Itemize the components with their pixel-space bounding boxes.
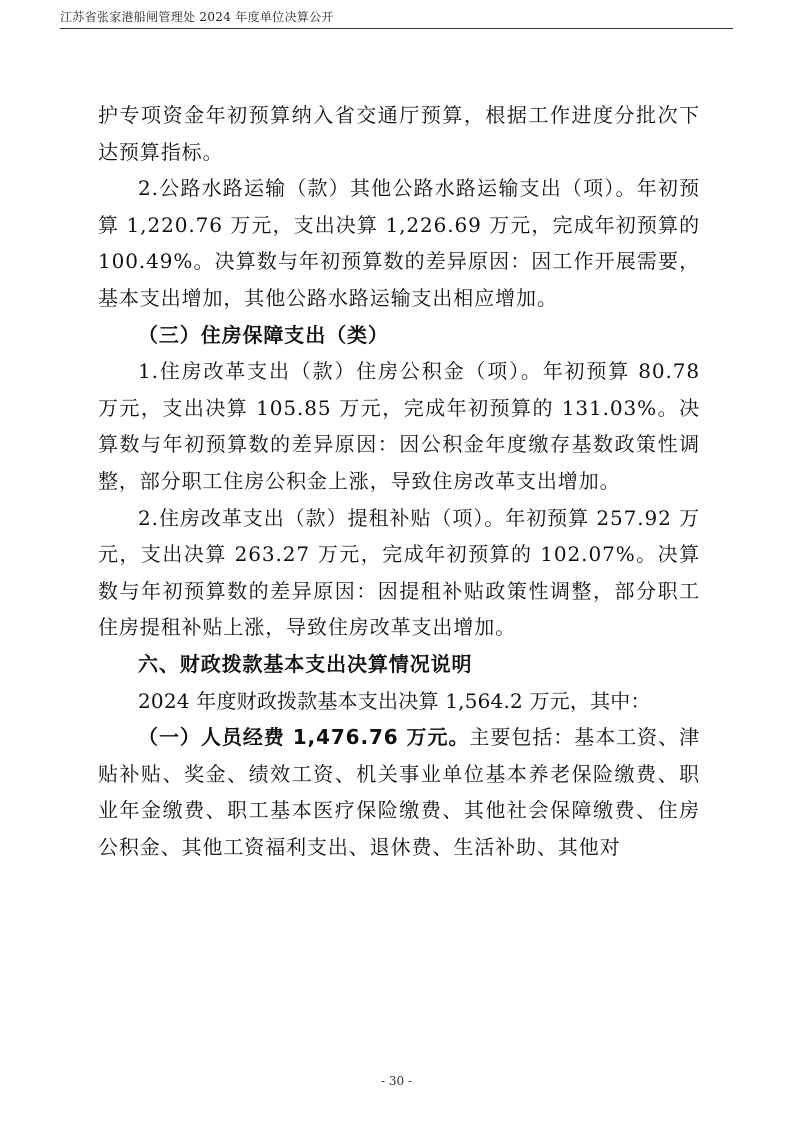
document-body bbox=[98, 97, 700, 865]
paragraph-housing-fund: 1.住房改革支出（款）住房公积金（项）。年初预算 80.78 万元，支出决算 105.85 万元，完成年初预算的 131.03%。决算数与年初预算数的差异原因：因公积金年度缴存基数政策性调整，部分职工住房公积金上涨，导致住房改革支出增加。 bbox=[98, 359, 700, 493]
paragraph-road-waterway-expenditure: 2.公路水路运输（款）其他公路水路运输支出（项）。年初预算 1,220.76 万元，支出决算 1,226.69 万元，完成年初预算的 100.49%。决算数与年初预算数的差异原因：因工作开展需要，基本支出增加，其他公路水路运输支出相应增加。 bbox=[98, 176, 700, 310]
paragraph-personnel-expenses bbox=[98, 719, 700, 865]
personnel-expenses-detail: 主要包括：基本工资、津贴补贴、奖金、绩效工资、机关事业单位基本养老保险缴费、职业年金缴费、职工基本医疗保险缴费、其他社会保障缴费、住房公积金、其他工资福利支出、退休费、生活补助、其他对 bbox=[98, 725, 700, 859]
paragraph-basic-expenditure-total: 2024 年度财政拨款基本支出决算 1,564.2 万元，其中： bbox=[138, 688, 651, 713]
personnel-expenses-lead: （一）人员经费 1,476.76 万元。 bbox=[138, 725, 470, 750]
section-heading-basic-expenditure: 六、财政拨款基本支出决算情况说明 bbox=[138, 651, 473, 676]
paragraph-continued: 护专项资金年初预算纳入省交通厅预算，根据工作进度分批次下达预算指标。 bbox=[98, 103, 700, 164]
page-number: - 30 - bbox=[380, 1074, 412, 1088]
page-header: 江苏省张家港船闸管理处 2024 年度单位决算公开 bbox=[60, 10, 334, 24]
header-divider bbox=[60, 28, 733, 29]
paragraph-rent-subsidy: 2.住房改革支出（款）提租补贴（项）。年初预算 257.92 万元，支出决算 263.27 万元，完成年初预算的 102.07%。决算数与年初预算数的差异原因：因提租补贴政策性调整，部分职工住房提租补贴上涨，导致住房改革支出增加。 bbox=[98, 505, 700, 640]
section-heading-housing: （三）住房保障支出（类） bbox=[138, 322, 389, 347]
